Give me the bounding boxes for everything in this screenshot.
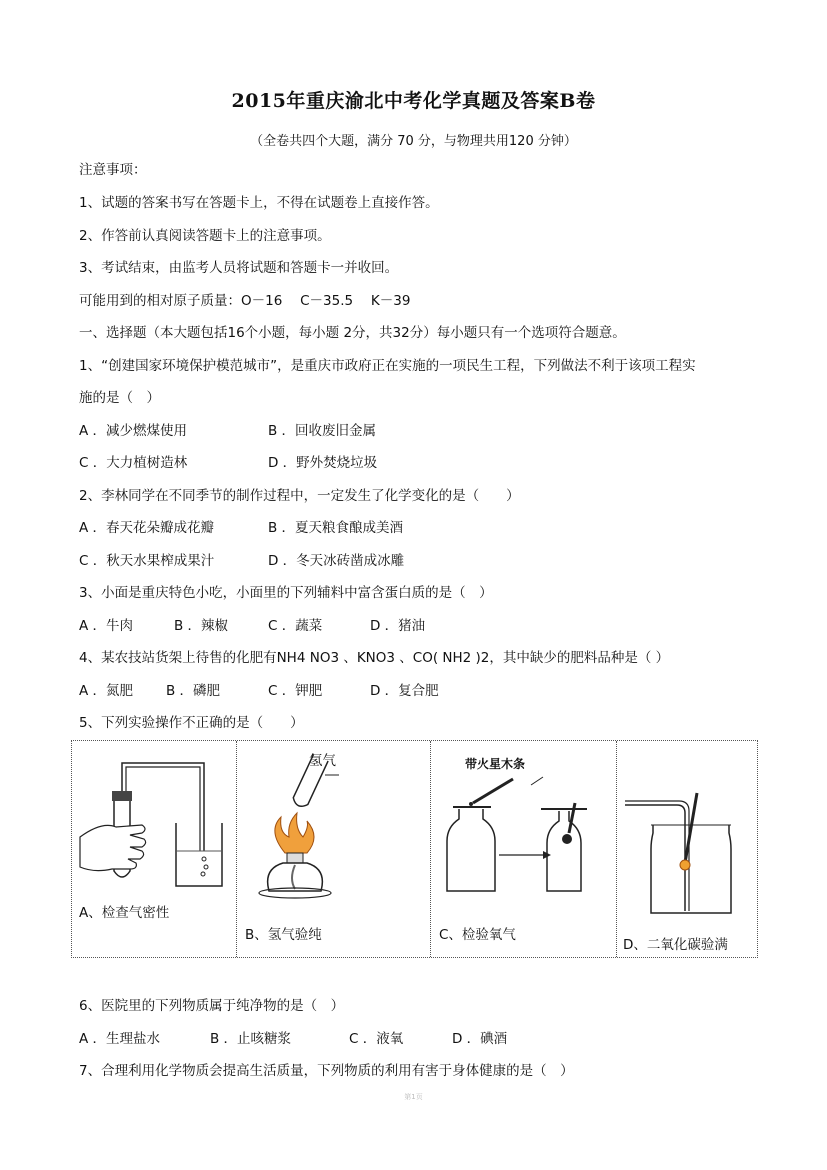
q1-option-a: A ．减少燃煤使用 (79, 423, 188, 439)
question-7-stem: 7、合理利用化学物质会提高生活质量，下列物质的利用有害于身体健康的是（ ） (79, 1063, 574, 1079)
q6-option-c: C ．液氧 (349, 1031, 404, 1047)
note-item: 1、试题的答案书写在答题卡上，不得在试题卷上直接作答。 (79, 195, 439, 211)
question-2-stem: 2、李林同学在不同季节的制作过程中，一定发生了化学变化的是（ ） (79, 488, 520, 504)
figure-cell-b (236, 741, 431, 957)
figure-cell-a (72, 741, 236, 957)
caption-d: D、二氧化碳验满 (623, 937, 728, 953)
question-6-stem: 6、医院里的下列物质属于纯净物的是（ ） (79, 998, 345, 1014)
q3-option-b: B ．辣椒 (174, 618, 229, 634)
q2-option-b: B ．夏天粮食酿成美酒 (268, 520, 404, 536)
caption-a: A、检查气密性 (79, 905, 170, 921)
q4-option-d: D ．复合肥 (370, 683, 439, 699)
question-5-stem: 5、下列实验操作不正确的是（ ） (79, 715, 304, 731)
question-1-stem: 1、“创建国家环境保护模范城市”，是重庆市政府正在实施的一项民生工程，下列做法不利于该项工程实 (79, 358, 696, 374)
airtightness-apparatus-illustration (72, 741, 236, 957)
q3-option-c: C ．蔬菜 (268, 618, 323, 634)
question-4-stem: 4、某农技站货架上待售的化肥有NH4 NO3 、KNO3 、CO( NH2 )2，其中缺少的肥料品种是（ ） (79, 650, 670, 666)
label-glowing-splint: 带火星木条 (465, 757, 526, 771)
caption-b: B、氢气验纯 (245, 927, 322, 943)
question-3-stem: 3、小面是重庆特色小吃，小面里的下列辅料中富含蛋白质的是（ ） (79, 585, 493, 601)
note-item: 3、考试结束，由监考人员将试题和答题卡一并收回。 (79, 260, 399, 276)
page-footer: 第1页 (404, 1093, 423, 1101)
q4-option-b: B ．磷肥 (166, 683, 221, 699)
q1-option-b: B ．回收废旧金属 (268, 423, 377, 439)
q2-option-a: A ．春天花朵瓣成花瓣 (79, 520, 215, 536)
figure-cell-c (430, 741, 617, 957)
atomic-mass-line: 可能用到的相对原子质量：O－16 C－35.5 K－39 (79, 293, 411, 309)
co2-test-illustration (617, 741, 758, 957)
q1-option-d: D ．野外焚烧垃圾 (268, 455, 378, 471)
q6-option-d: D ．碘酒 (452, 1031, 508, 1047)
experiment-figure-table (71, 740, 758, 958)
question-1-stem-cont: 施的是（ ） (79, 390, 160, 406)
note-item: 2、作答前认真阅读答题卡上的注意事项。 (79, 228, 331, 244)
section-heading: 一、选择题（本大题包括16个小题，每小题 2分，共32分）每小题只有一个选项符合题意。 (79, 325, 626, 341)
q6-option-b: B ．止咳糖浆 (210, 1031, 292, 1047)
q4-option-c: C ．钾肥 (268, 683, 323, 699)
q6-option-a: A ．生理盐水 (79, 1031, 161, 1047)
exam-info: （全卷共四个大题，满分 70 分，与物理共用120 分钟） (250, 134, 577, 149)
q2-option-d: D ．冬天冰砖凿成冰雕 (268, 553, 405, 569)
label-hydrogen: 氢气 (309, 753, 336, 769)
q2-option-c: C ．秋天水果榨成果汁 (79, 553, 215, 569)
q3-option-d: D ．猪油 (370, 618, 426, 634)
caption-c: C、检验氧气 (439, 927, 516, 943)
figure-cell-d (616, 741, 758, 957)
q1-option-c: C ．大力植树造林 (79, 455, 188, 471)
q4-option-a: A ．氮肥 (79, 683, 134, 699)
page-title: 2015年重庆渝北中考化学真题及答案B卷 (231, 90, 596, 112)
q3-option-a: A ．牛肉 (79, 618, 134, 634)
notes-heading: 注意事项： (79, 162, 147, 178)
